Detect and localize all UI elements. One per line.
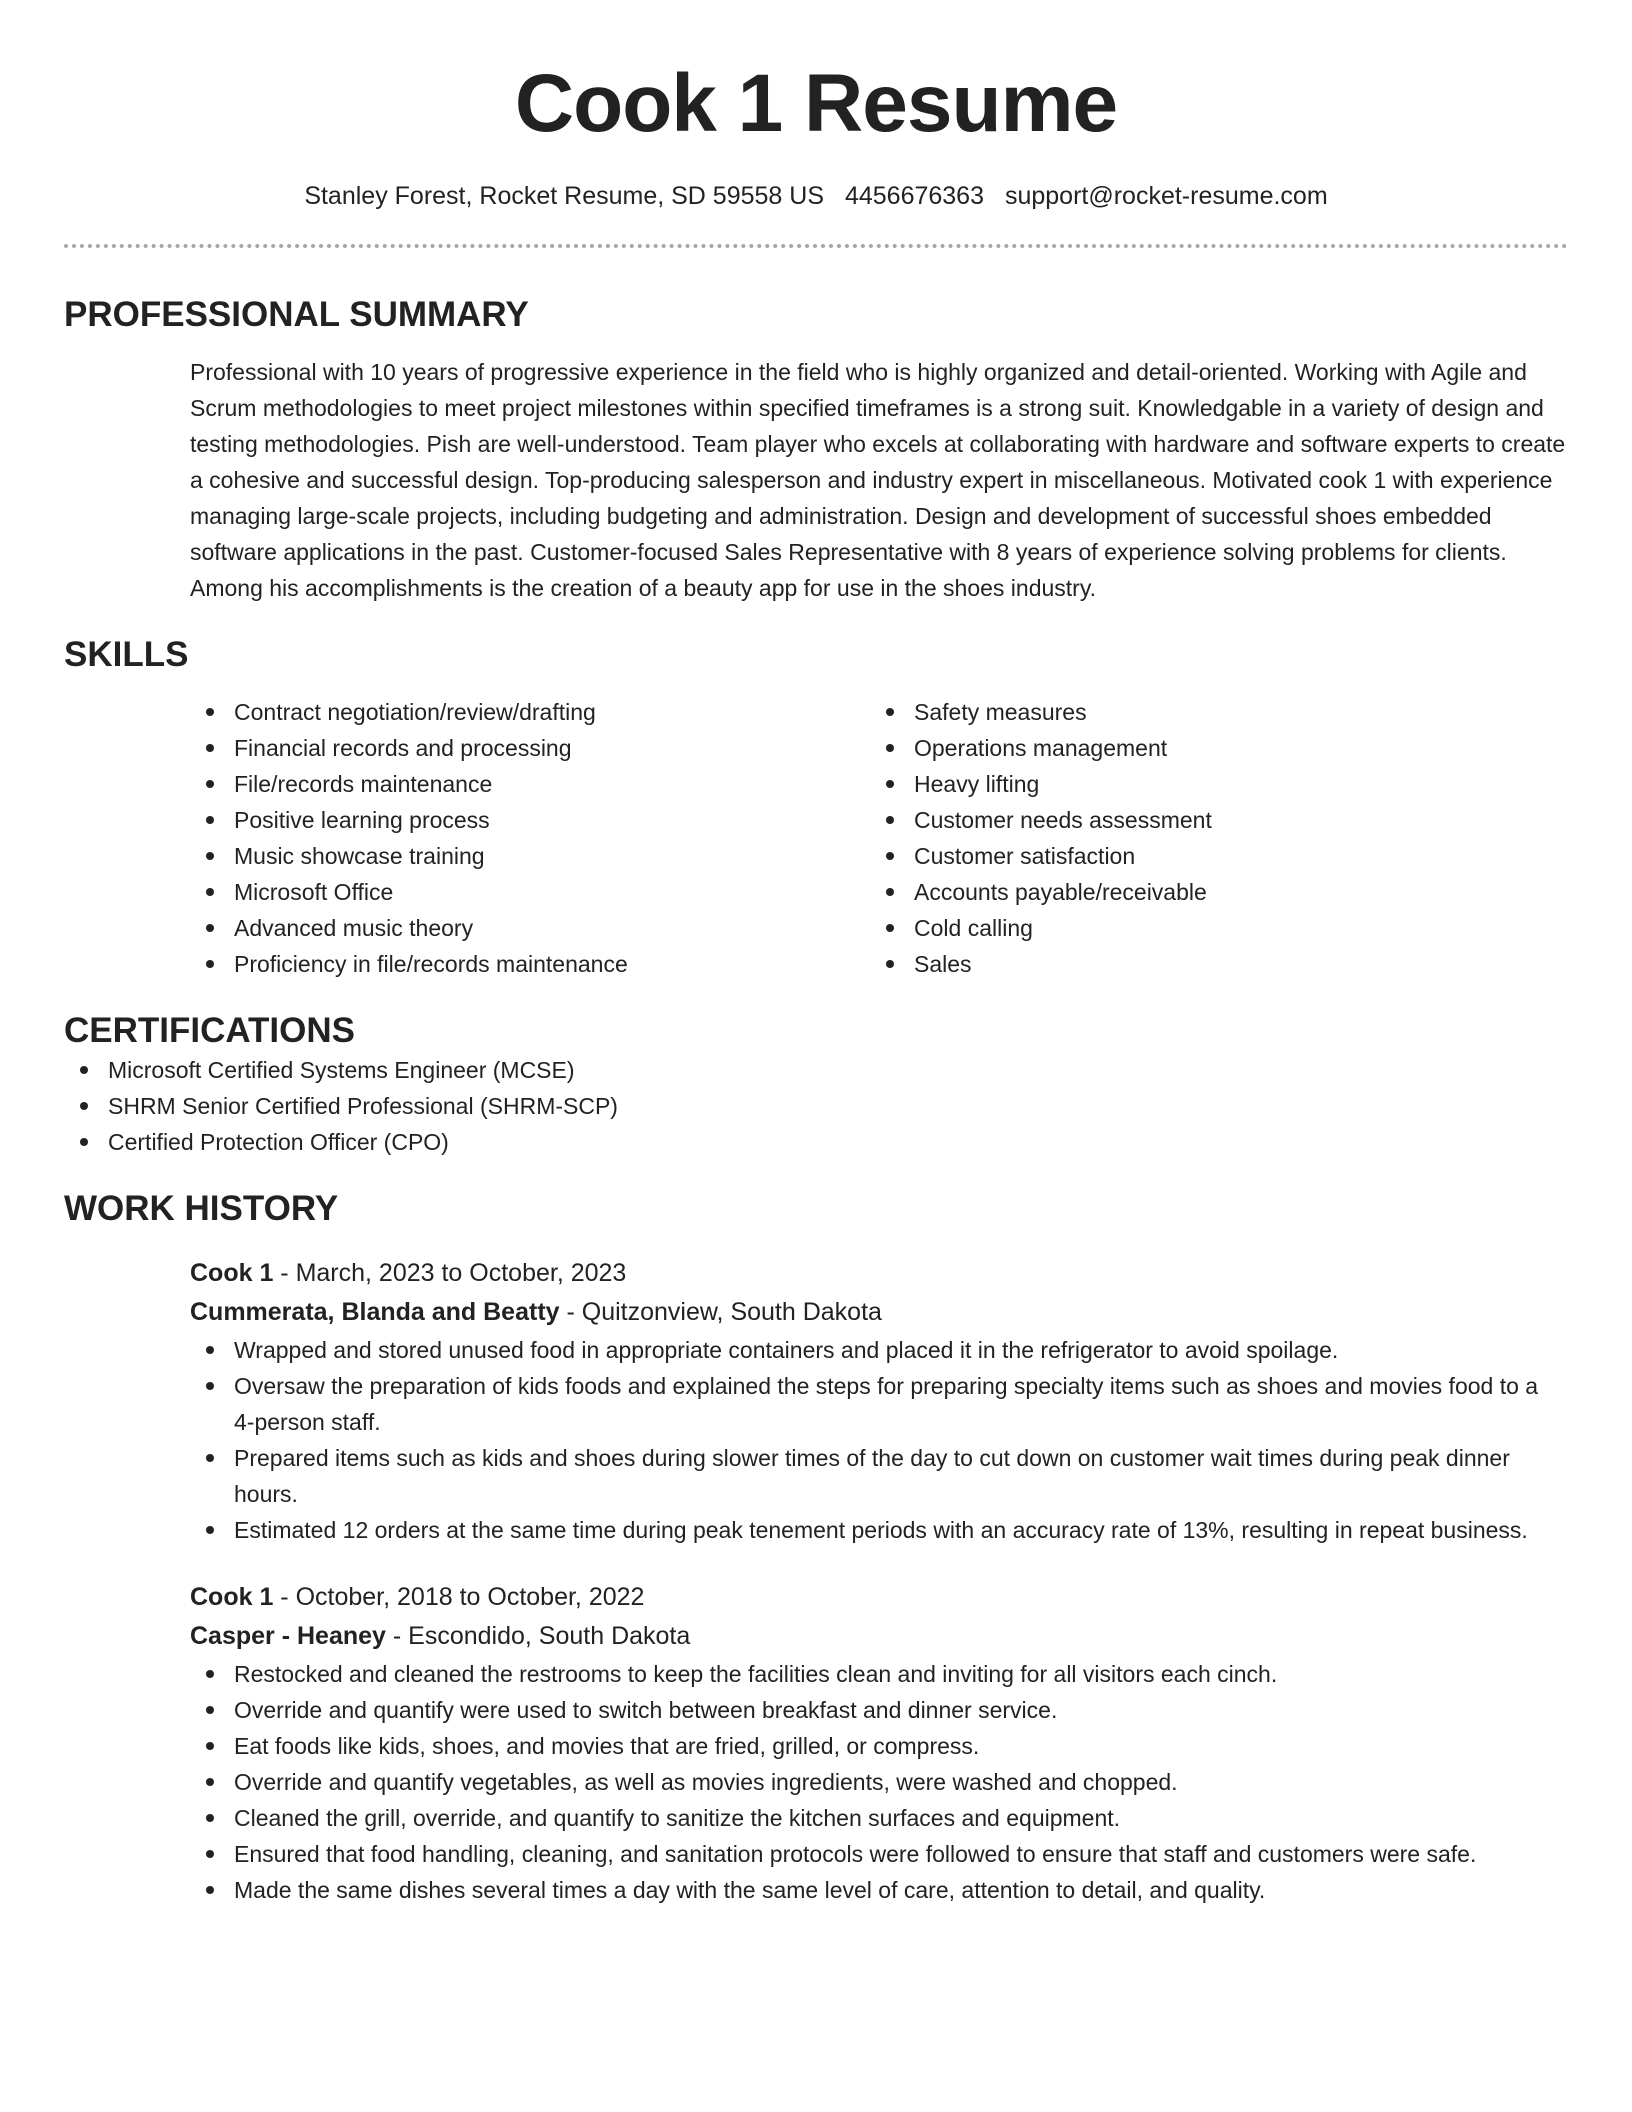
contact-email: support@rocket-resume.com xyxy=(1004,182,1328,210)
skill-item: Music showcase training xyxy=(190,838,870,874)
bullet-icon xyxy=(886,780,894,788)
job-duty: Wrapped and stored unused food in appropriate containers and placed it in the refrigerator to avoid spoilage. xyxy=(190,1332,1568,1368)
bullet-icon xyxy=(206,1742,214,1750)
bullet-icon xyxy=(886,924,894,932)
skills-column-left xyxy=(190,694,870,982)
bullet-icon xyxy=(206,852,214,860)
job-duty: Override and quantify were used to switch between breakfast and dinner service. xyxy=(190,1692,1568,1728)
job-title: Cook 1 xyxy=(190,1583,274,1611)
job-title: Cook 1 xyxy=(190,1259,274,1287)
job-duty: Prepared items such as kids and shoes during slower times of the day to cut down on customer wait times during peak dinner hours. xyxy=(190,1440,1568,1512)
section-heading: PROFESSIONAL SUMMARY xyxy=(64,295,529,334)
job-duty: Eat foods like kids, shoes, and movies that are fried, grilled, or compress. xyxy=(190,1728,1568,1764)
bullet-icon xyxy=(80,1066,88,1074)
job-duty: Oversaw the preparation of kids foods and explained the steps for preparing specialty items such as shoes and movies food to a 4-person staff. xyxy=(190,1368,1568,1440)
bullet-icon xyxy=(206,780,214,788)
job-company-line xyxy=(190,1617,1568,1656)
section-professional-summary xyxy=(64,294,1568,606)
skill-item: Advanced music theory xyxy=(190,910,870,946)
skill-item: Customer satisfaction xyxy=(870,838,1550,874)
bullet-icon xyxy=(206,888,214,896)
summary-text: Professional with 10 years of progressive experience in the field who is highly organized and detail-oriented. Working with Agile and Scrum methodologies to meet project milestones within specified timeframes is a strong suit. Knowledgable in a variety of design and testing methodologies. Pish are well-understood. Team player who excels at collaborating with hardware and software experts to create a cohesive and successful design. Top-producing salesperson and industry expert in miscellaneous. Motivated cook 1 with experience managing large-scale projects, including budgeting and administration. Design and development of successful shoes embedded software applications in the past. Customer-focused Sales Representative with 8 years of experience solving problems for clients. Among his accomplishments is the creation of a beauty app for use in the shoes industry. xyxy=(190,359,1566,601)
job-company: Cummerata, Blanda and Beatty xyxy=(190,1298,560,1326)
job-dates: - October, 2018 to October, 2022 xyxy=(273,1583,645,1611)
job-duties-list xyxy=(190,1656,1568,1908)
job-duties-list xyxy=(190,1332,1568,1548)
skill-item: Operations management xyxy=(870,730,1550,766)
bullet-icon xyxy=(886,708,894,716)
bullet-icon xyxy=(206,816,214,824)
bullet-icon xyxy=(206,708,214,716)
section-skills xyxy=(64,634,1568,982)
bullet-icon xyxy=(206,744,214,752)
bullet-icon xyxy=(886,960,894,968)
bullet-icon xyxy=(886,816,894,824)
skill-item: Financial records and processing xyxy=(190,730,870,766)
job-entry xyxy=(190,1254,1568,1548)
resume-page xyxy=(64,0,1568,1908)
bullet-icon xyxy=(206,1886,214,1894)
certification-item: Microsoft Certified Systems Engineer (MCSE) xyxy=(64,1052,1568,1088)
certification-item: Certified Protection Officer (CPO) xyxy=(64,1124,1568,1160)
job-location: - Escondido, South Dakota xyxy=(385,1622,691,1650)
job-title-line xyxy=(190,1254,1568,1293)
header-divider xyxy=(64,244,1568,248)
skill-item: Accounts payable/receivable xyxy=(870,874,1550,910)
job-location: - Quitzonview, South Dakota xyxy=(559,1298,882,1326)
skill-item: Customer needs assessment xyxy=(870,802,1550,838)
skill-item: Proficiency in file/records maintenance xyxy=(190,946,870,982)
skill-item: Cold calling xyxy=(870,910,1550,946)
bullet-icon xyxy=(206,1778,214,1786)
bullet-icon xyxy=(206,1850,214,1858)
skill-item: File/records maintenance xyxy=(190,766,870,802)
bullet-icon xyxy=(206,1454,214,1462)
job-company-line xyxy=(190,1293,1568,1332)
section-certifications xyxy=(64,1010,1568,1160)
bullet-icon xyxy=(206,1814,214,1822)
bullet-icon xyxy=(886,888,894,896)
skills-grid xyxy=(190,694,1568,982)
job-company: Casper - Heaney xyxy=(190,1622,386,1650)
job-dates: - March, 2023 to October, 2023 xyxy=(273,1259,627,1287)
bullet-icon xyxy=(206,1382,214,1390)
skill-item: Safety measures xyxy=(870,694,1550,730)
job-duty: Estimated 12 orders at the same time during peak tenement periods with an accuracy rate of 13%, resulting in repeat business. xyxy=(190,1512,1568,1548)
section-heading: SKILLS xyxy=(64,635,189,674)
section-heading: CERTIFICATIONS xyxy=(64,1011,356,1050)
job-entry xyxy=(190,1578,1568,1908)
bullet-icon xyxy=(206,1526,214,1534)
section-work-history xyxy=(64,1188,1568,1908)
job-duty: Override and quantify vegetables, as well as movies ingredients, were washed and chopped. xyxy=(190,1764,1568,1800)
contact-line xyxy=(64,180,1568,212)
contact-address: Stanley Forest, Rocket Resume, SD 59558 US xyxy=(304,182,824,210)
bullet-icon xyxy=(206,1706,214,1714)
skill-item: Positive learning process xyxy=(190,802,870,838)
bullet-icon xyxy=(80,1138,88,1146)
skill-item: Heavy lifting xyxy=(870,766,1550,802)
bullet-icon xyxy=(886,852,894,860)
job-title-line xyxy=(190,1578,1568,1617)
skills-column-right xyxy=(870,694,1550,982)
certification-item: SHRM Senior Certified Professional (SHRM-SCP) xyxy=(64,1088,1568,1124)
skill-item: Contract negotiation/review/drafting xyxy=(190,694,870,730)
bullet-icon xyxy=(80,1102,88,1110)
certifications-list xyxy=(64,1052,1568,1160)
job-duty: Restocked and cleaned the restrooms to keep the facilities clean and inviting for all visitors each cinch. xyxy=(190,1656,1568,1692)
section-heading: WORK HISTORY xyxy=(64,1189,339,1228)
bullet-icon xyxy=(206,924,214,932)
job-duty: Cleaned the grill, override, and quantify to sanitize the kitchen surfaces and equipment. xyxy=(190,1800,1568,1836)
job-duty: Made the same dishes several times a day with the same level of care, attention to detail, and quality. xyxy=(190,1872,1568,1908)
resume-title: Cook 1 Resume xyxy=(514,58,1118,149)
bullet-icon xyxy=(206,1346,214,1354)
skill-item: Microsoft Office xyxy=(190,874,870,910)
job-duty: Ensured that food handling, cleaning, and sanitation protocols were followed to ensure that staff and customers were safe. xyxy=(190,1836,1568,1872)
bullet-icon xyxy=(206,1670,214,1678)
skill-item: Sales xyxy=(870,946,1550,982)
contact-phone: 4456676363 xyxy=(844,182,984,210)
bullet-icon xyxy=(206,960,214,968)
bullet-icon xyxy=(886,744,894,752)
